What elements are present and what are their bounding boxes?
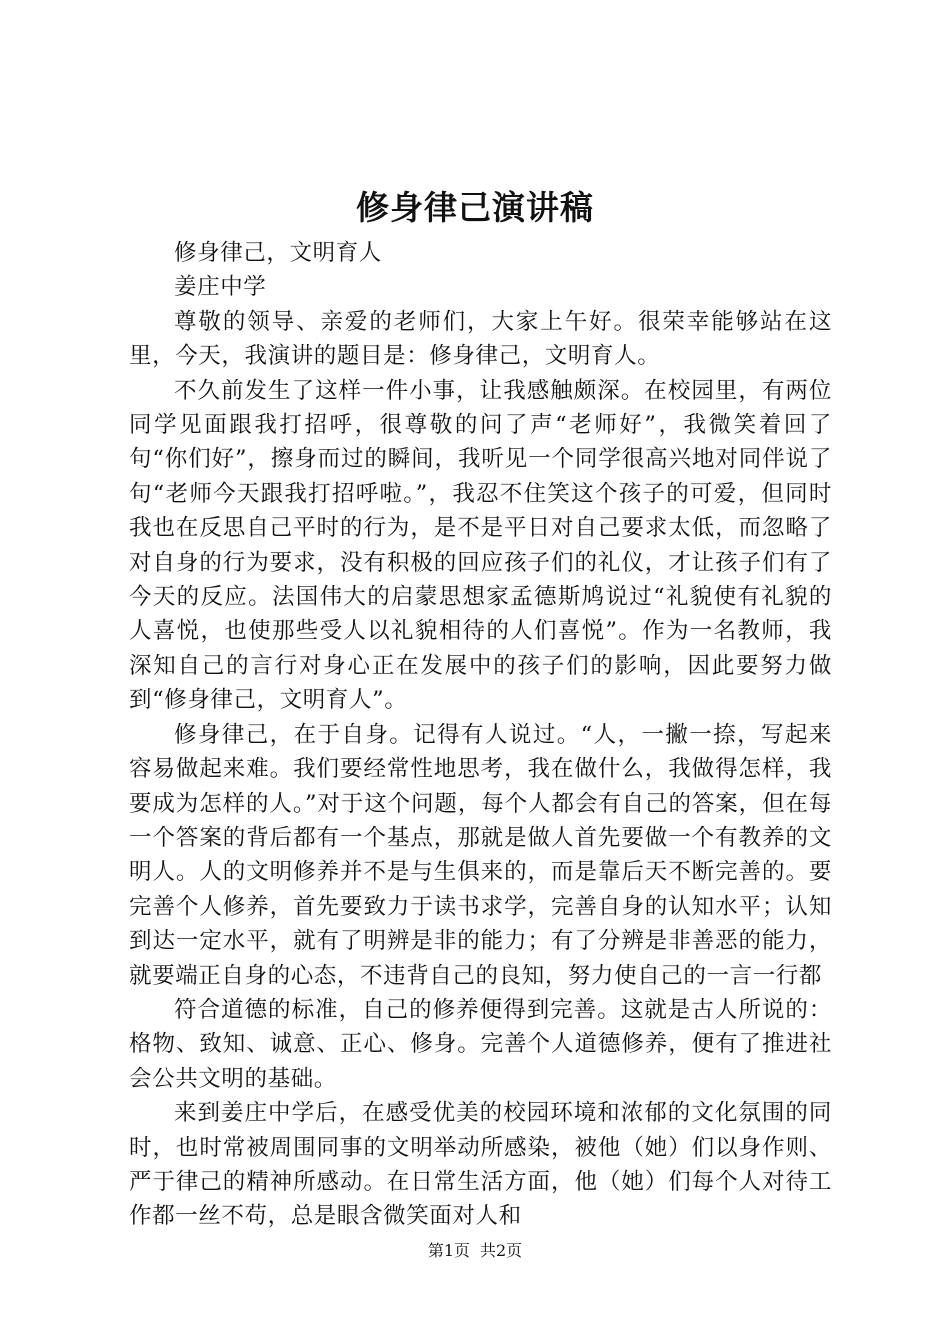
page-number: 第1页 bbox=[427, 1241, 470, 1260]
page-footer bbox=[0, 1240, 950, 1262]
paragraph-greeting: 尊敬的领导、亲爱的老师们，大家上午好。很荣幸能够站在这里，今天，我演讲的题目是：修身律己，文明育人。 bbox=[129, 308, 832, 370]
paragraph-self-discipline: 修身律己，在于自身。记得有人说过。“人，一撇一捺，写起来容易做起来难。我们要经常性地思考，我在做什么，我做得怎样，我要成为怎样的人。”对于这个问题，每个人都会有自己的答案，但在每一个答案的背后都有一个基点，那就是做人首先要做一个有教养的文明人。人的文明修养并不是与生俱来的，而是靠后天不断完善的。要完善个人修养，首先要致力于读书求学，完善自身的认知水平；认知到达一定水平，就有了明辨是非的能力；有了分辨是非善恶的能力，就要端正自身的心态，不违背自己的良知，努力使自己的一言一行都 bbox=[129, 721, 832, 989]
paragraph-school-life: 来到姜庄中学后，在感受优美的校园环境和浓郁的文化氛围的同时，也时常被周围同事的文明举动所感染，被他（她）们以身作则、严于律己的精神所感动。在日常生活方面，他（她）们每个人对待工作都一丝不苟，总是眼含微笑面对人和 bbox=[129, 1100, 832, 1230]
document-body bbox=[129, 236, 832, 1234]
paragraph-anecdote: 不久前发生了这样一件小事，让我感触颇深。在校园里，有两位同学见面跟我打招呼，很尊敬的问了声“老师好”，我微笑着回了句“你们好”，擦身而过的瞬间，我听见一个同学很高兴地对同伴说了句“老师今天跟我打招呼啦。”，我忍不住笑这个孩子的可爱，但同时我也在反思自己平时的行为，是不是平日对自己要求太低，而忽略了对自身的行为要求，没有积极的回应孩子们的礼仪，才让孩子们有了今天的反应。法国伟大的启蒙思想家孟德斯鸠说过“礼貌使有礼貌的人喜悦，也使那些受人以礼貌相待的人们喜悦”。作为一名教师，我深知自己的言行对身心正在发展中的孩子们的影响，因此要努力做到“修身律己，文明育人”。 bbox=[129, 377, 832, 714]
page-total: 共2页 bbox=[480, 1241, 523, 1260]
paragraph-school: 姜庄中学 bbox=[174, 274, 267, 301]
document-title: 修身律己演讲稿 bbox=[356, 188, 594, 227]
paragraph-moral-standard: 符合道德的标准，自己的修养便得到完善。这就是古人所说的：格物、致知、诚意、正心、修身。完善个人道德修养，便有了推进社会公共文明的基础。 bbox=[129, 996, 832, 1092]
paragraph-subtitle: 修身律己，文明育人 bbox=[174, 240, 382, 266]
